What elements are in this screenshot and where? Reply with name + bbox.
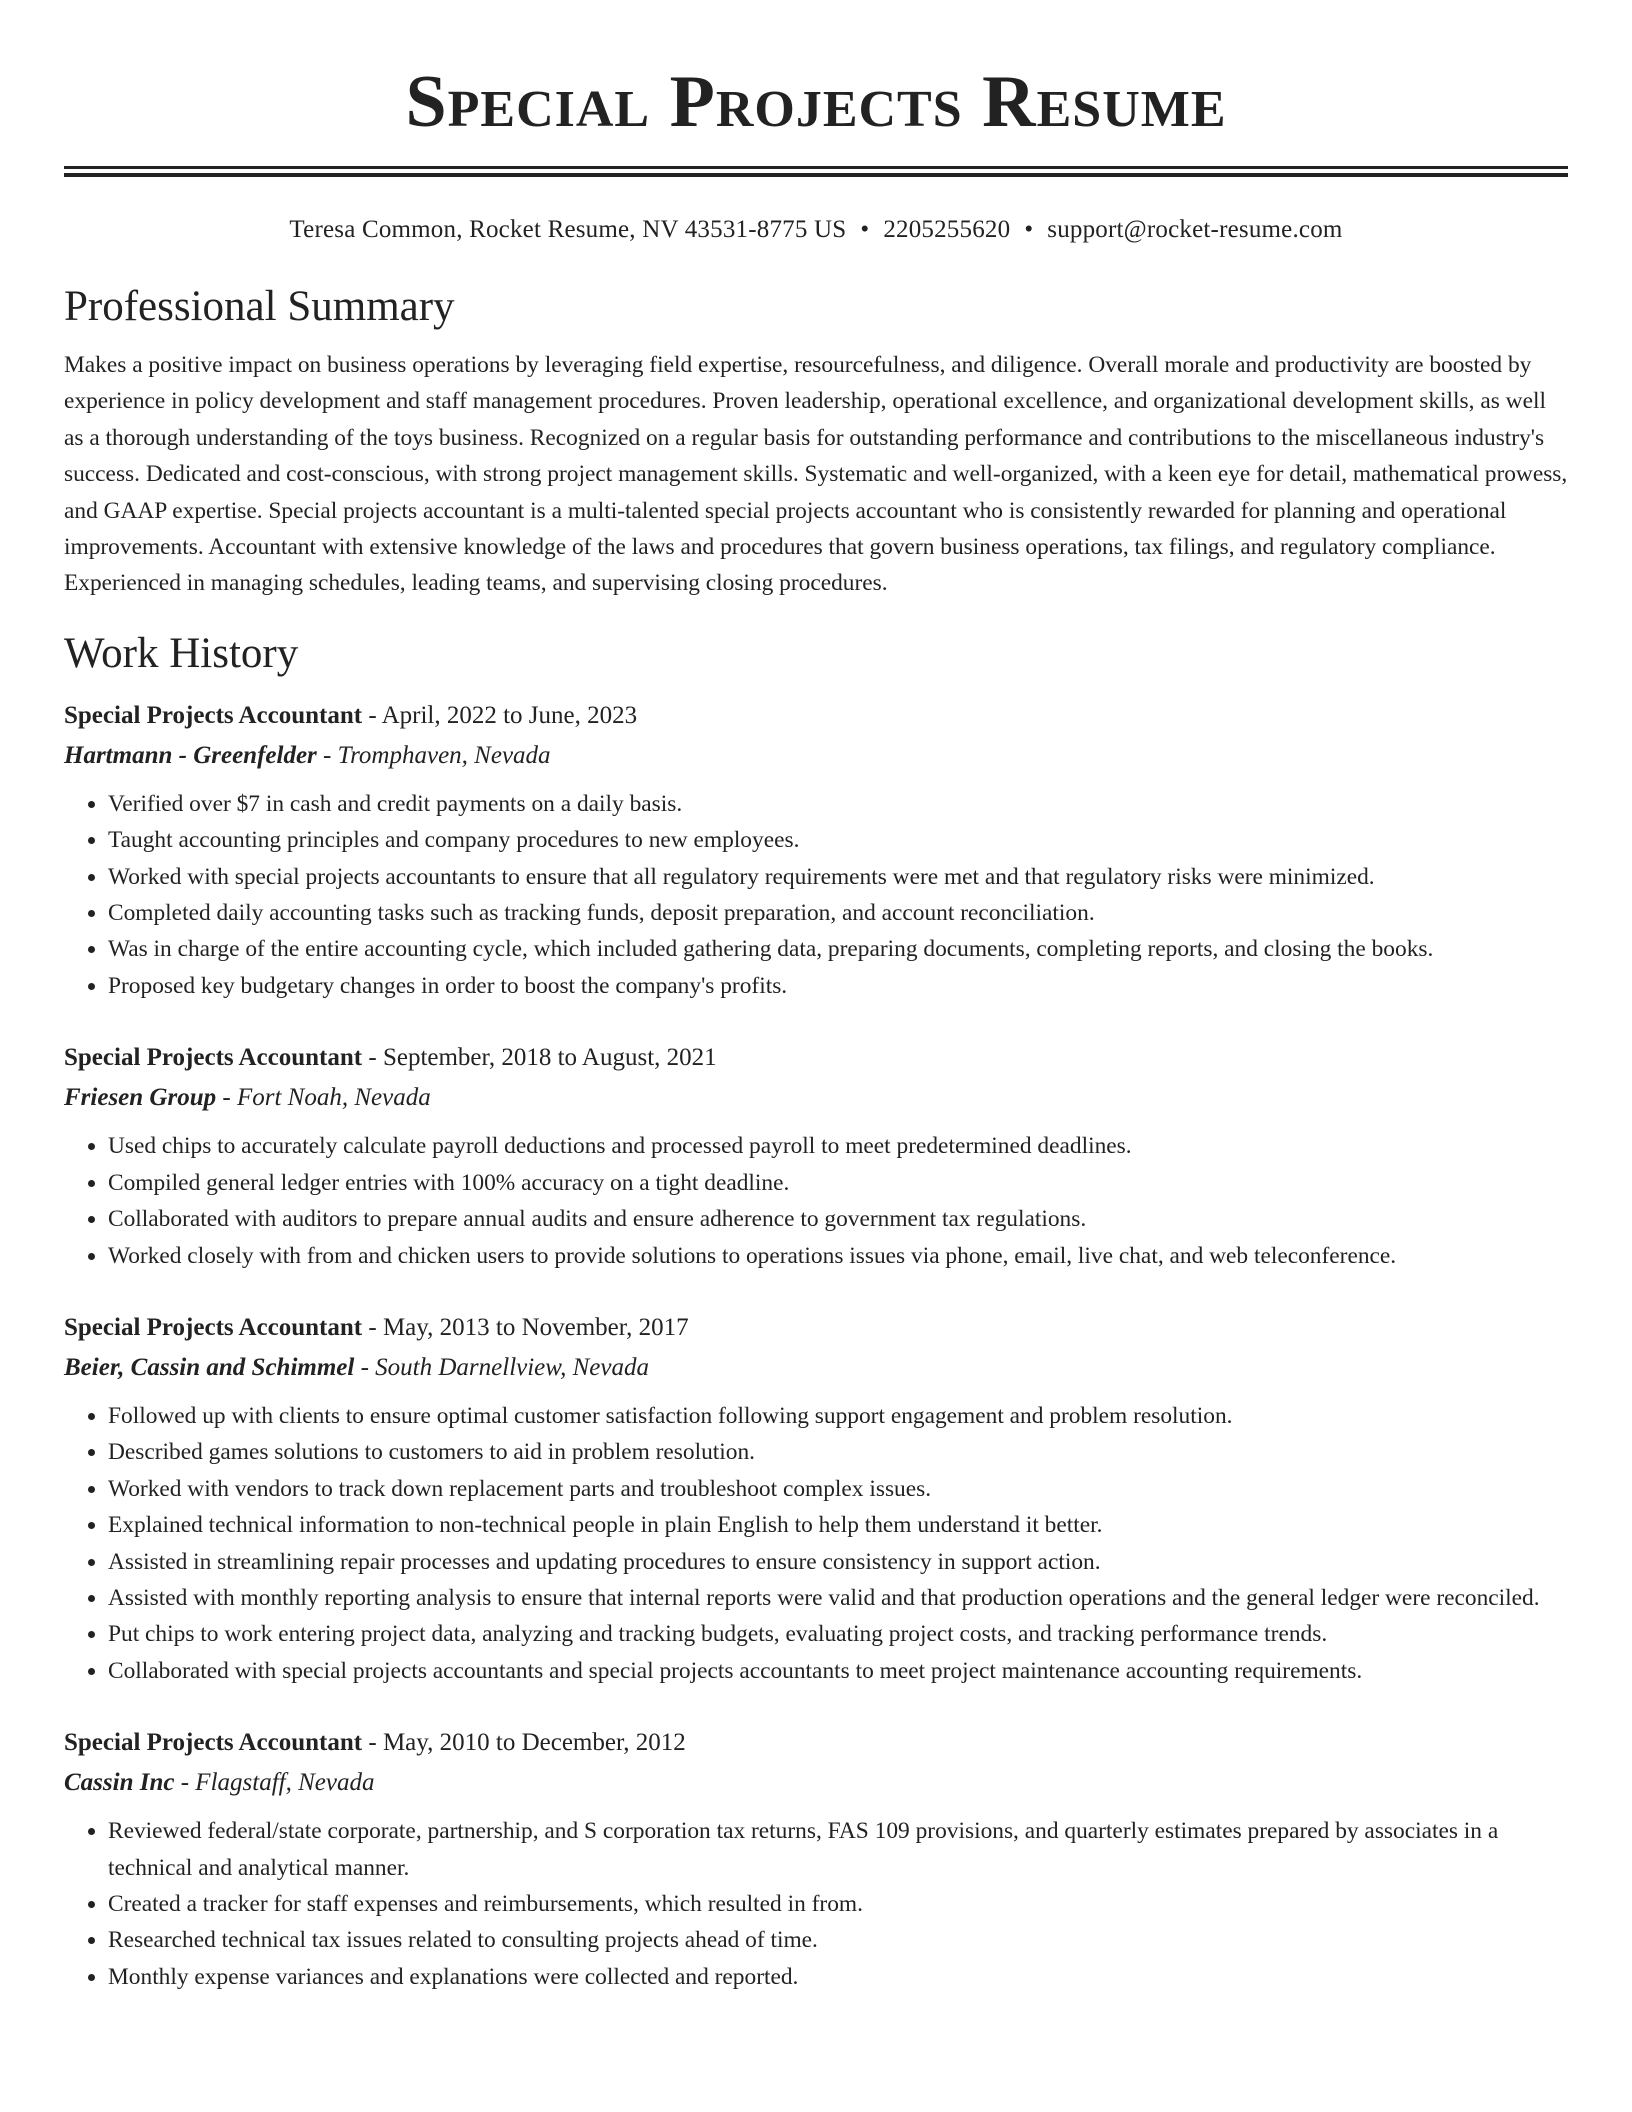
dash-separator: - bbox=[174, 1769, 196, 1797]
employer-name: Cassin Inc bbox=[64, 1769, 175, 1797]
duty-item: • Collaborated with auditors to prepare annual audits and ensure adherence to government tax regulations. bbox=[108, 1201, 1568, 1237]
employer-location: Fort Noah, Nevada bbox=[236, 1084, 431, 1112]
duty-list bbox=[64, 786, 1568, 1004]
duty-list bbox=[64, 1398, 1568, 1689]
job-entry-2 bbox=[64, 1038, 1568, 1274]
employer-name: Beier, Cassin and Schimmel bbox=[64, 1353, 355, 1381]
job-entry-3 bbox=[64, 1308, 1568, 1689]
job-title-line bbox=[64, 1308, 1568, 1348]
employer-name: Friesen Group bbox=[64, 1084, 217, 1112]
dash-separator: - bbox=[354, 1353, 376, 1381]
duty-item: • Assisted with monthly reporting analysis to ensure that internal reports were valid and that production operations and the general ledger were reconciled. bbox=[108, 1580, 1568, 1616]
contact-separator: • bbox=[860, 216, 870, 243]
job-entry-1 bbox=[64, 696, 1568, 1004]
duty-item: • Compiled general ledger entries with 100% accuracy on a tight deadline. bbox=[108, 1165, 1568, 1201]
duty-list bbox=[64, 1813, 1568, 1995]
job-dates: May, 2013 to November, 2017 bbox=[382, 1313, 689, 1341]
dash-separator: - bbox=[362, 701, 382, 729]
dash-separator: - bbox=[216, 1084, 237, 1112]
job-title: Special Projects Accountant bbox=[64, 1313, 363, 1341]
duty-item: • Put chips to work entering project data, analyzing and tracking budgets, evaluating project costs, and tracking performance trends. bbox=[108, 1616, 1568, 1652]
duty-item: • Created a tracker for staff expenses and reimbursements, which resulted in from. bbox=[108, 1886, 1568, 1922]
summary-heading: Professional Summary bbox=[64, 283, 455, 330]
dash-separator: - bbox=[362, 1729, 383, 1757]
job-dates: May, 2010 to December, 2012 bbox=[382, 1729, 686, 1757]
job-title-line bbox=[64, 1038, 1568, 1078]
duty-item: • Followed up with clients to ensure optimal customer satisfaction following support engagement and problem resolution. bbox=[108, 1398, 1568, 1434]
duty-item: • Proposed key budgetary changes in order to boost the company's profits. bbox=[108, 968, 1568, 1004]
duty-item: • Reviewed federal/state corporate, partnership, and S corporation tax returns, FAS 109 provisions, and quarterly estimates prepared by associates in a technical and analytical manner. bbox=[108, 1813, 1568, 1886]
contact-separator: • bbox=[1024, 216, 1034, 243]
job-title: Special Projects Accountant bbox=[64, 1044, 363, 1072]
duty-list bbox=[64, 1128, 1568, 1274]
duty-item: • Described games solutions to customers to aid in problem resolution. bbox=[108, 1434, 1568, 1470]
job-title: Special Projects Accountant bbox=[64, 1729, 363, 1757]
title-rule-thin bbox=[64, 173, 1568, 177]
duty-item: • Was in charge of the entire accounting cycle, which included gathering data, preparing documents, completing reports, and closing the books. bbox=[108, 931, 1568, 967]
duty-item: • Explained technical information to non-technical people in plain English to help them understand it better. bbox=[108, 1507, 1568, 1543]
dash-separator: - bbox=[316, 741, 338, 769]
duty-item: • Used chips to accurately calculate payroll deductions and processed payroll to meet predetermined deadlines. bbox=[108, 1128, 1568, 1164]
employer-name: Hartmann - Greenfelder bbox=[64, 741, 317, 769]
duty-item: • Completed daily accounting tasks such as tracking funds, deposit preparation, and account reconciliation. bbox=[108, 895, 1568, 931]
employer-line bbox=[64, 736, 1568, 776]
title-rule-thick bbox=[64, 166, 1568, 169]
contact-phone: 2205255620 bbox=[883, 216, 1011, 243]
contact-email: support@rocket-resume.com bbox=[1047, 216, 1343, 243]
dash-separator: - bbox=[362, 1313, 383, 1341]
resume-title: Special Projects Resume bbox=[405, 61, 1227, 143]
contact-line bbox=[64, 213, 1568, 247]
job-dates: September, 2018 to August, 2021 bbox=[382, 1044, 717, 1072]
employer-line bbox=[64, 1078, 1568, 1118]
duty-item: • Worked closely with from and chicken users to provide solutions to operations issues via phone, email, live chat, and web teleconference. bbox=[108, 1238, 1568, 1274]
duty-item: • Verified over $7 in cash and credit payments on a daily basis. bbox=[108, 786, 1568, 822]
job-dates: April, 2022 to June, 2023 bbox=[381, 701, 638, 729]
employer-line bbox=[64, 1763, 1568, 1803]
duty-item: • Researched technical tax issues related to consulting projects ahead of time. bbox=[108, 1922, 1568, 1958]
duty-item: • Worked with vendors to track down replacement parts and troubleshoot complex issues. bbox=[108, 1471, 1568, 1507]
summary-text: Makes a positive impact on business operations by leveraging field expertise, resourcefulness, and diligence. Overall morale and productivity are boosted by experience in policy development and staff management procedures. Proven leadership, operational excellence, and organizational development skills, as well as a thorough understanding of the toys business. Recognized on a regular basis for outstanding performance and contributions to the miscellaneous industry's success. Dedicated and cost-conscious, with strong project management skills. Systematic and well-organized, with a keen eye for detail, mathematical prowess, and GAAP expertise. Special projects accountant is a multi-talented special projects accountant who is consistently rewarded for planning and operational improvements. Accountant with extensive knowledge of the laws and procedures that govern business operations, tax filings, and regulatory compliance. Experienced in managing schedules, leading teams, and supervising closing procedures. bbox=[64, 352, 1568, 597]
employer-location: Tromphaven, Nevada bbox=[337, 741, 551, 769]
contact-address: Teresa Common, Rocket Resume, NV 43531-8775 US bbox=[289, 216, 847, 243]
employer-line bbox=[64, 1348, 1568, 1388]
resume-page bbox=[64, 0, 1568, 1995]
job-entry-4 bbox=[64, 1723, 1568, 1995]
job-title-line bbox=[64, 1723, 1568, 1763]
employer-location: Flagstaff, Nevada bbox=[195, 1769, 375, 1797]
work-history-heading: Work History bbox=[64, 629, 299, 677]
job-title-line bbox=[64, 696, 1568, 736]
duty-item: • Worked with special projects accountants to ensure that all regulatory requirements were met and that regulatory risks were minimized. bbox=[108, 859, 1568, 895]
duty-item: • Taught accounting principles and company procedures to new employees. bbox=[108, 822, 1568, 858]
dash-separator: - bbox=[362, 1044, 383, 1072]
employer-location: South Darnellview, Nevada bbox=[375, 1353, 649, 1381]
job-title: Special Projects Accountant bbox=[64, 701, 363, 729]
duty-item: • Assisted in streamlining repair processes and updating procedures to ensure consistency in support action. bbox=[108, 1544, 1568, 1580]
duty-item: • Collaborated with special projects accountants and special projects accountants to meet project maintenance accounting requirements. bbox=[108, 1653, 1568, 1689]
duty-item: • Monthly expense variances and explanations were collected and reported. bbox=[108, 1959, 1568, 1995]
